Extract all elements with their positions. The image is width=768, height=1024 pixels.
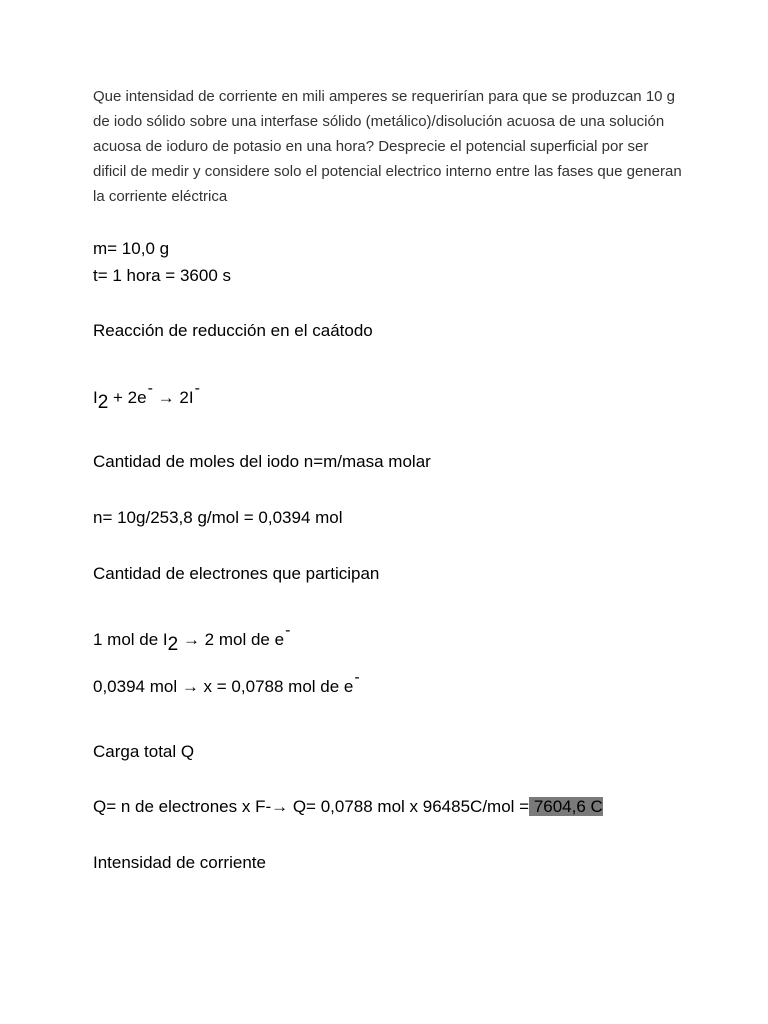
electrons-ratio-subscript: 2: [167, 634, 179, 655]
electrons-calc-text: 0,0394 mol → x = 0,0788 mol de e: [93, 677, 354, 696]
electrons-ratio-charge: -: [285, 622, 291, 639]
moles-calc: n= 10g/253,8 g/mol = 0,0394 mol: [93, 508, 343, 527]
reaction-heading: Reacción de reducción en el caátodo: [93, 321, 373, 340]
reaction-iodine-subscript: 2: [97, 392, 109, 413]
electrons-ratio-suffix: → 2 mol de e: [178, 630, 285, 649]
question-paragraph: Que intensidad de corriente en mili amperes se requerirían para que se produzcan 10 g de iodo sólido sobre una interfase sólido (metálico)/disolución acuosa de una solución acuosa de ioduro de potasio en una hora? Desprecie el potencial superficial por ser dificil de medir y considere solo el potencial electrico interno entre las fases que generan la corriente eléctrica: [93, 88, 682, 205]
electrons-ratio-prefix: 1 mol de I: [93, 630, 168, 649]
charge-result-highlight: 7604,6 C: [529, 797, 603, 816]
current-heading: Intensidad de corriente: [93, 853, 266, 872]
moles-heading: Cantidad de moles del iodo n=m/masa molar: [93, 452, 431, 471]
reaction-electrons: + 2e: [108, 388, 147, 407]
reaction-product: → 2I: [152, 388, 194, 407]
charge-calc: [93, 796, 603, 818]
reaction-electron-charge: -: [147, 380, 153, 397]
given-mass: m= 10,0 g: [93, 239, 170, 258]
reaction-equation: [93, 380, 200, 413]
reaction-iodine-symbol: I: [93, 388, 98, 407]
charge-heading: Carga total Q: [93, 742, 195, 761]
given-time: t= 1 hora = 3600 s: [93, 266, 231, 285]
electrons-ratio: [93, 622, 291, 655]
electrons-calc: [93, 669, 360, 699]
charge-calc-text: Q= n de electrones x F-→ Q= 0,0788 mol x 96485C/mol =: [93, 797, 530, 816]
electrons-heading: Cantidad de electrones que participan: [93, 564, 380, 583]
electrons-calc-charge: -: [354, 669, 360, 686]
reaction-product-charge: -: [194, 380, 200, 397]
